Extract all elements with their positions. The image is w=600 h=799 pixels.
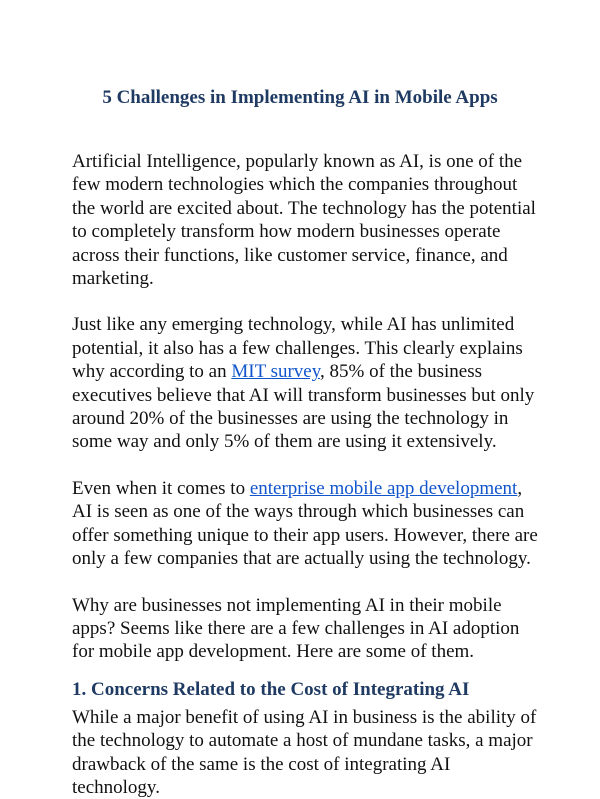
enterprise-paragraph-text-start: Even when it comes to <box>72 477 250 499</box>
question-paragraph: Why are businesses not implementing AI in their mobile apps? Seems like there are a few challenges in AI adoption for mobile app development. Here are some of them. <box>72 594 520 663</box>
document-body <box>72 150 542 799</box>
enterprise-paragraph-text-end: , AI is seen as one of the ways through which businesses can offer something unique to their app users. However, there are only a few companies that are actually using the technology. <box>72 477 538 570</box>
enterprise-paragraph <box>72 477 542 571</box>
enterprise-app-development-link[interactable]: enterprise mobile app development <box>249 477 518 499</box>
survey-paragraph-text-start: Just like any emerging technology, while AI has unlimited potential, it also has a few challenges. This clearly explains why according to an <box>72 314 523 383</box>
section-heading-cost: 1. Concerns Related to the Cost of Integrating AI <box>72 678 470 700</box>
intro-paragraph: Artificial Intelligence, popularly known as AI, is one of the few modern technologies which the companies throughout the world are excited about. The technology has the potential to completely transform how modern businesses operate across their functions, like customer service, finance, and marketing. <box>72 151 536 290</box>
survey-paragraph <box>72 313 542 453</box>
survey-paragraph-text-end: , 85% of the business executives believe that AI will transform businesses but only around 20% of the businesses are using the technology in some way and only 5% of them are using it extensively. <box>72 361 535 453</box>
section-cost-paragraph: While a major benefit of using AI in business is the ability of the technology to automate a host of mundane tasks, a major drawback of the same is the cost of integrating AI technology. <box>72 706 537 798</box>
page-title: 5 Challenges in Implementing AI in Mobile Apps <box>102 87 498 108</box>
mit-survey-link[interactable]: MIT survey <box>231 361 320 383</box>
